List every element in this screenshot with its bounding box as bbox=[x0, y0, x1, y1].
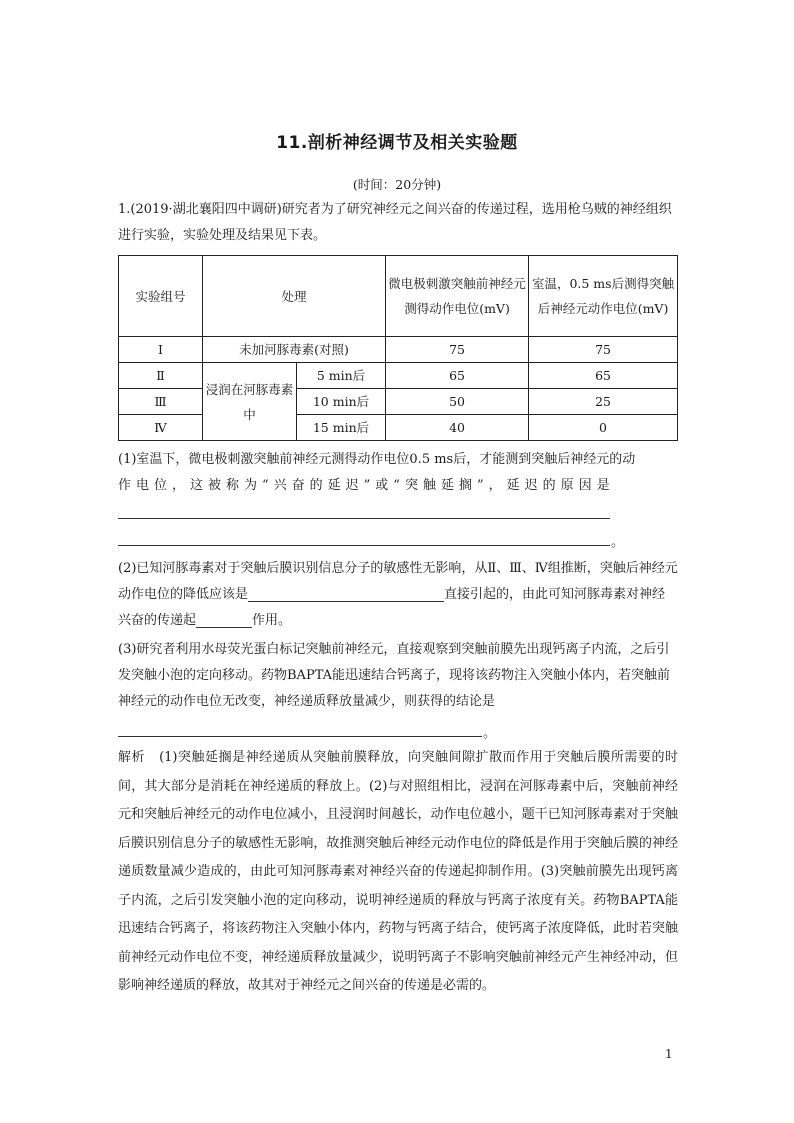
table-row bbox=[119, 389, 678, 415]
part2-text-c: 作用。 bbox=[252, 613, 292, 628]
treatment-cell: 未加河豚毒素(对照) bbox=[203, 337, 386, 363]
pre-value-cell: 65 bbox=[386, 363, 529, 389]
page-title: 11.剖析神经调节及相关实验题 bbox=[276, 133, 518, 153]
time-cell: 5 min后 bbox=[297, 363, 386, 389]
time-cell: 10 min后 bbox=[297, 389, 386, 415]
table-row bbox=[119, 363, 678, 389]
pre-value-cell: 50 bbox=[386, 389, 529, 415]
pre-value-cell: 75 bbox=[386, 337, 529, 363]
analysis-text: (1)突触延搁是神经递质从突触前膜释放，向突触间隙扩散而作用于突触后膜所需要的时间，其大部分是消耗在神经递质的释放上。(2)与对照组相比，浸润在河豚毒素中后，突触前神经元和突触后神经元的动作电位减小，且浸润时间越长，动作电位越小，题干已知河豚毒素对于突触后膜识别信息分子的敏感性无影响，故推测突触后神经元动作电位的降低是作用于突触后膜的神经递质数量减少造成的，由此可知河豚毒素对神经兴奋的传递起抑制作用。(3)突触前膜先出现钙离子内流，之后引发突触小泡的定向移动，说明神经递质的释放与钙离子浓度有关。药物BAPTA能迅速结合钙离子，将该药物注入突触小体内，药物与钙离子结合，使钙离子浓度降低，此时若突触前神经元动作电位不变，神经递质释放量减少，说明钙离子不影响突触前神经元产生神经冲动，但影响神经递质的释放，故其对于神经元之间兴奋的传递是必需的。 bbox=[118, 750, 678, 993]
part3-end: 。 bbox=[483, 726, 497, 741]
post-value-cell: 75 bbox=[529, 337, 678, 363]
soak-treatment-cell: 浸润在河豚毒素中 bbox=[203, 363, 297, 441]
pre-value-cell: 40 bbox=[386, 415, 529, 441]
question-intro: 1.(2019·湖北襄阳四中调研)研究者为了研究神经元之间兴奋的传递过程，选用枪乌贼的神经组织进行实验，实验处理及结果见下表。 bbox=[118, 202, 672, 243]
part1-line1: (1)室温下，微电极刺激突触前神经元测得动作电位0.5 ms后，才能测到突触后神经元的动 bbox=[118, 452, 636, 467]
part3-text: (3)研究者利用水母荧光蛋白标记突触前神经元，直接观察到突触前膜先出现钙离子内流，之后引发突触小泡的定向移动。药物BAPTA能迅速结合钙离子，现将该药物注入突触小体内，若突触前神经元的动作电位无改变，神经递质释放量减少，则获得的结论是 bbox=[118, 642, 671, 709]
answer-blank-1b[interactable] bbox=[118, 545, 610, 546]
group-cell: Ⅲ bbox=[119, 389, 203, 415]
answer-blank-1a[interactable] bbox=[118, 518, 610, 519]
group-cell: Ⅳ bbox=[119, 415, 203, 441]
header-group: 实验组号 bbox=[119, 256, 203, 337]
group-cell: Ⅰ bbox=[119, 337, 203, 363]
question-part-1 bbox=[118, 447, 678, 499]
header-treatment: 处理 bbox=[203, 256, 386, 337]
experiment-table bbox=[118, 255, 678, 441]
part1-line2: 作电位，这被称为“兴奋的延迟”或“突触延搁”，延迟的原因是 bbox=[118, 478, 615, 493]
part2-text-b: 直接引起的，由此可知河豚毒素对神经兴奋的传递起 bbox=[118, 587, 666, 628]
analysis-label: 解析 bbox=[118, 750, 146, 765]
time-limit: (时间：20分钟) bbox=[352, 177, 442, 192]
analysis-section bbox=[118, 744, 678, 1001]
table-header-row bbox=[119, 256, 678, 337]
group-cell: Ⅱ bbox=[119, 363, 203, 389]
part2-text-a: (2)已知河豚毒素对于突触后膜识别信息分子的敏感性无影响，从Ⅱ、Ⅲ、Ⅳ组推断，突触后神经元动作电位的降低应该是 bbox=[118, 561, 678, 602]
time-cell: 15 min后 bbox=[297, 415, 386, 441]
table-row bbox=[119, 337, 678, 363]
question-part-3 bbox=[118, 637, 678, 715]
part1-end: 。 bbox=[611, 535, 625, 550]
post-value-cell: 0 bbox=[529, 415, 678, 441]
page-number: 1 bbox=[665, 1047, 673, 1061]
answer-blank-2a[interactable] bbox=[248, 585, 444, 602]
header-pre: 微电极刺激突触前神经元测得动作电位(mV) bbox=[386, 256, 529, 337]
question-part-2 bbox=[118, 556, 678, 634]
answer-blank-2b[interactable] bbox=[196, 611, 252, 628]
post-value-cell: 25 bbox=[529, 389, 678, 415]
answer-blank-3[interactable] bbox=[118, 736, 482, 737]
post-value-cell: 65 bbox=[529, 363, 678, 389]
table-row bbox=[119, 415, 678, 441]
header-post: 室温，0.5 ms后测得突触后神经元动作电位(mV) bbox=[529, 256, 678, 337]
